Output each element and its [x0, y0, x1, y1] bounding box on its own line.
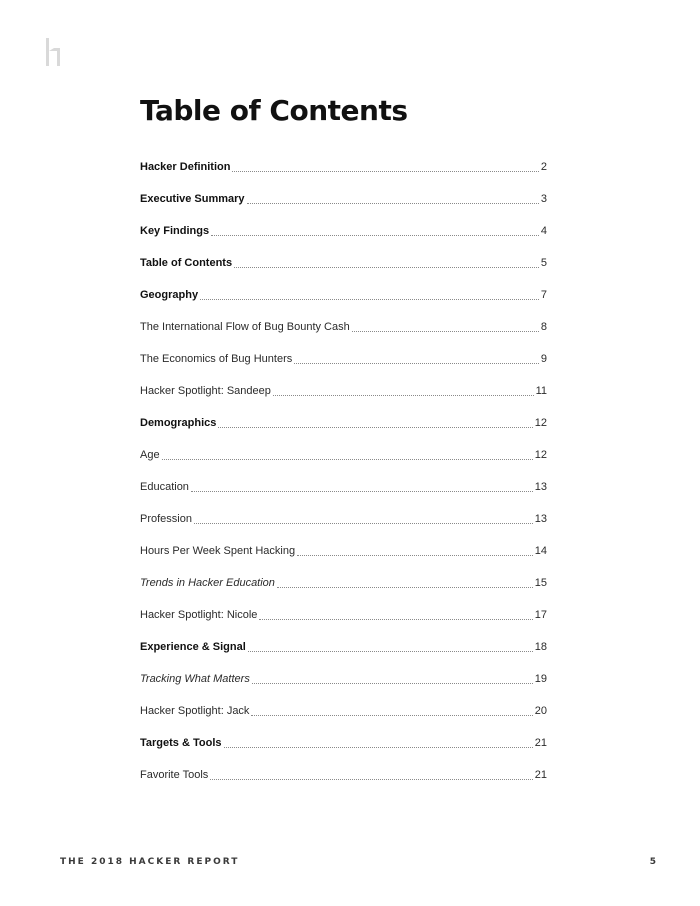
footer-page-number: 5 [649, 857, 656, 867]
toc-item-page: 13 [534, 481, 547, 493]
toc-dot-leader [248, 650, 533, 652]
toc-item[interactable] [140, 151, 547, 183]
footer-report-name: THE 2018 HACKER REPORT [60, 857, 240, 867]
toc-dot-leader [252, 682, 533, 684]
toc-dot-leader [247, 202, 539, 204]
toc-dot-leader [232, 170, 538, 172]
toc-item[interactable] [140, 311, 547, 343]
toc-item-page: 21 [534, 737, 547, 749]
toc-item-label: Table of Contents [140, 257, 233, 269]
toc-item[interactable] [140, 215, 547, 247]
toc-item[interactable] [140, 183, 547, 215]
toc-item-page: 12 [534, 417, 547, 429]
toc-item[interactable] [140, 535, 547, 567]
toc-item-label: Trends in Hacker Education [140, 577, 275, 589]
toc-item-label: Hacker Spotlight: Jack [140, 705, 250, 717]
toc-dot-leader [259, 618, 532, 620]
toc-item-label: The Economics of Bug Hunters [140, 353, 293, 365]
toc-item-label: Hacker Spotlight: Sandeep [140, 385, 271, 397]
toc-dot-leader [194, 522, 533, 524]
toc-item-page: 20 [534, 705, 547, 717]
toc-item-page: 13 [534, 513, 547, 525]
toc-dot-leader [297, 554, 533, 556]
toc-item-page: 17 [534, 609, 547, 621]
toc-item[interactable] [140, 279, 547, 311]
toc-item-label: Key Findings [140, 225, 210, 237]
toc-item[interactable] [140, 471, 547, 503]
toc-item[interactable] [140, 663, 547, 695]
h1-logo-icon [44, 38, 64, 66]
toc-item-label: Age [140, 449, 160, 461]
toc-dot-leader [210, 778, 532, 780]
toc-item-page: 7 [540, 289, 547, 301]
toc-dot-leader [273, 394, 534, 396]
toc-item[interactable] [140, 375, 547, 407]
toc-item-page: 15 [534, 577, 547, 589]
toc-item[interactable] [140, 247, 547, 279]
toc-item[interactable] [140, 567, 547, 599]
toc-item[interactable] [140, 439, 547, 471]
toc-item-label: Hours Per Week Spent Hacking [140, 545, 296, 557]
toc-item-label: Education [140, 481, 189, 493]
toc-item-page: 12 [534, 449, 547, 461]
toc-item-page: 5 [540, 257, 547, 269]
toc-item-label: Targets & Tools [140, 737, 222, 749]
toc-item-label: Executive Summary [140, 193, 245, 205]
toc-item[interactable] [140, 695, 547, 727]
toc-dot-leader [200, 298, 539, 300]
toc-item[interactable] [140, 599, 547, 631]
toc-item-page: 18 [534, 641, 547, 653]
table-of-contents [140, 151, 547, 791]
toc-item-page: 19 [534, 673, 547, 685]
toc-item-page: 8 [540, 321, 547, 333]
toc-item-label: Demographics [140, 417, 217, 429]
toc-dot-leader [294, 362, 539, 364]
toc-dot-leader [162, 458, 533, 460]
toc-item-page: 11 [535, 385, 547, 397]
toc-dot-leader [251, 714, 532, 716]
toc-item[interactable] [140, 759, 547, 791]
toc-item-label: Tracking What Matters [140, 673, 250, 685]
toc-item[interactable] [140, 407, 547, 439]
toc-item[interactable] [140, 503, 547, 535]
toc-dot-leader [234, 266, 539, 268]
toc-item-page: 2 [540, 161, 547, 173]
toc-item[interactable] [140, 631, 547, 663]
toc-dot-leader [211, 234, 539, 236]
page-title: Table of Contents [140, 94, 408, 127]
toc-item-page: 4 [540, 225, 547, 237]
toc-dot-leader [218, 426, 532, 428]
toc-item-label: The International Flow of Bug Bounty Cash [140, 321, 350, 333]
toc-item-page: 14 [534, 545, 547, 557]
toc-dot-leader [191, 490, 533, 492]
toc-item-page: 9 [540, 353, 547, 365]
toc-item-label: Hacker Definition [140, 161, 231, 173]
toc-item-label: Geography [140, 289, 199, 301]
toc-item-label: Profession [140, 513, 192, 525]
toc-item-label: Favorite Tools [140, 769, 209, 781]
toc-item-label: Hacker Spotlight: Nicole [140, 609, 258, 621]
toc-dot-leader [277, 586, 533, 588]
toc-dot-leader [352, 330, 539, 332]
toc-item-page: 3 [540, 193, 547, 205]
toc-item-page: 21 [534, 769, 547, 781]
toc-dot-leader [224, 746, 533, 748]
toc-item[interactable] [140, 343, 547, 375]
toc-item-label: Experience & Signal [140, 641, 246, 653]
toc-item[interactable] [140, 727, 547, 759]
